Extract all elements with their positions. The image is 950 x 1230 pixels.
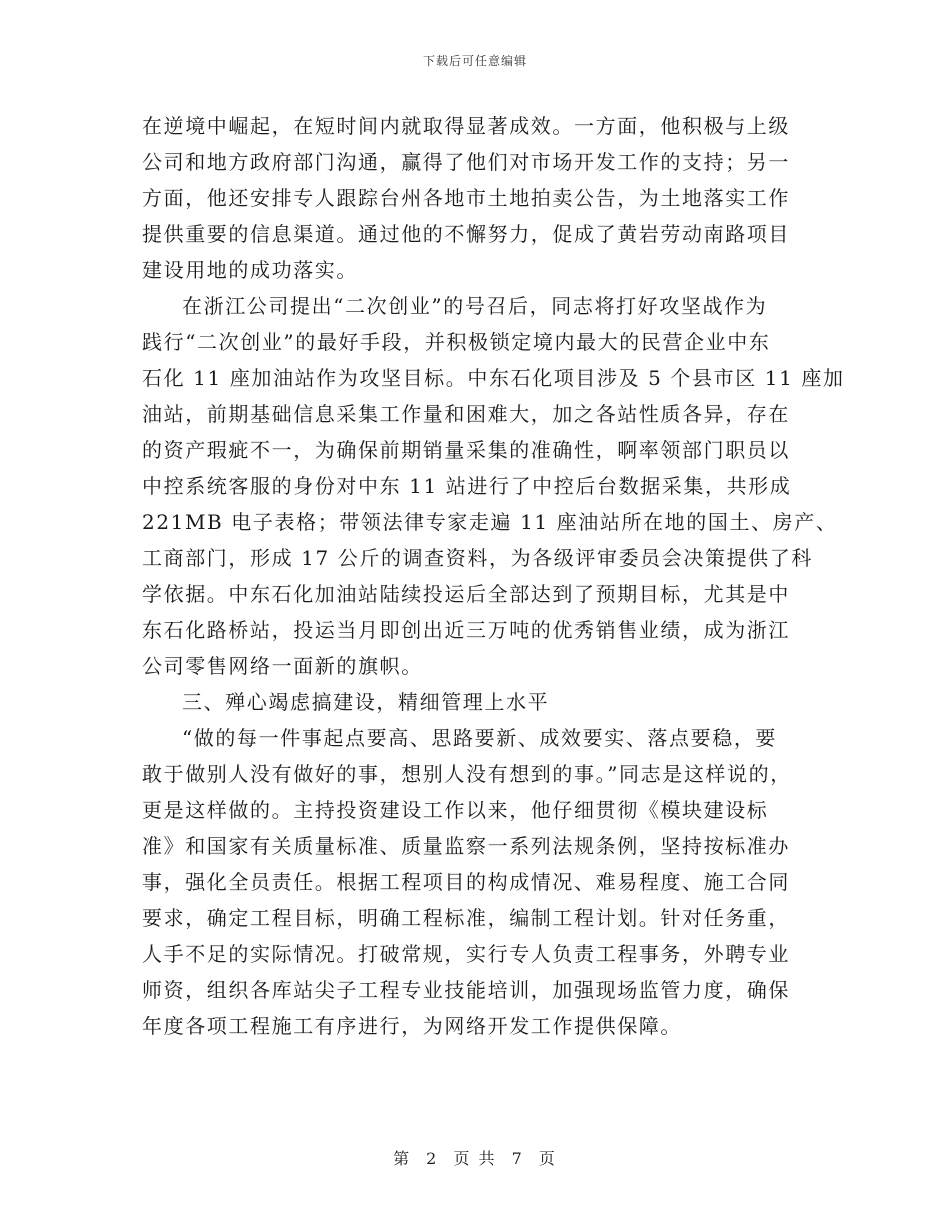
text-line: 东石化路桥站，投运当月即创出近三万吨的优秀销售业绩，成为浙江 xyxy=(142,618,790,642)
text-line: 敢于做别人没有做好的事，想别人没有想到的事。”同志是这样说的， xyxy=(142,762,792,786)
text-line: 方面，他还安排专人跟踪台州各地市土地拍卖公告，为土地落实工作 xyxy=(142,186,790,210)
text-line: 人手不足的实际情况。打破常规，实行专人负责工程事务，外聘专业 xyxy=(142,942,790,966)
text-line: 践行“二次创业”的最好手段，并积极锁定境内最大的民营企业中东 xyxy=(142,330,771,354)
page-footer xyxy=(0,1146,950,1169)
text-line: 要求，确定工程目标，明确工程标准，编制工程计划。针对任务重， xyxy=(142,906,790,930)
text-line: 三、殚心竭虑搞建设，精细管理上水平 xyxy=(182,690,550,714)
text-line: 中控系统客服的身份对中东 11 站进行了中控后台数据采集，共形成 xyxy=(142,474,792,498)
header-note: 下载后可任意编辑 xyxy=(422,54,527,68)
text-line: 事，强化全员责任。根据工程项目的构成情况、难易程度、施工合同 xyxy=(142,870,790,894)
text-line: 石化 11 座加油站作为攻坚目标。中东石化项目涉及 5 个县市区 11 座加 xyxy=(142,366,845,390)
text-line: 提供重要的信息渠道。通过他的不懈努力，促成了黄岩劳动南路项目 xyxy=(142,222,790,246)
text-line: 准》和国家有关质量标准、质量监察一系列法规条例，坚持按标准办 xyxy=(142,834,790,858)
text-line: 工商部门，形成 17 公斤的调查资料，为各级评审委员会决策提供了科 xyxy=(142,546,813,570)
footer-suffix: 页 xyxy=(538,1149,557,1168)
text-line: 学依据。中东石化加油站陆续投运后全部达到了预期目标，尤其是中 xyxy=(142,582,790,606)
text-line: “做的每一件事起点要高、思路要新、成效要实、落点要稳，要 xyxy=(182,726,778,750)
document-body xyxy=(142,108,845,1044)
total-page-count: 7 xyxy=(511,1149,524,1168)
text-line: 在浙江公司提出“二次创业”的号召后，同志将打好攻坚战作为 xyxy=(182,294,768,318)
text-line: 油站，前期基础信息采集工作量和困难大，加之各站性质各异，存在 xyxy=(142,402,790,426)
text-line: 建设用地的成功落实。 xyxy=(142,258,358,282)
text-line: 公司零售网络一面新的旗帜。 xyxy=(142,654,423,678)
current-page-number: 2 xyxy=(426,1149,439,1168)
text-line: 年度各项工程施工有序进行，为网络开发工作提供保障。 xyxy=(142,1014,682,1038)
text-line: 更是这样做的。主持投资建设工作以来，他仔细贯彻《模块建设标 xyxy=(142,798,769,822)
text-line: 公司和地方政府部门沟通，赢得了他们对市场开发工作的支持；另一 xyxy=(142,150,790,174)
text-line: 在逆境中崛起，在短时间内就取得显著成效。一方面，他积极与上级 xyxy=(142,114,790,138)
text-line: 221MB 电子表格；带领法律专家走遍 11 座油站所在地的国土、房产、 xyxy=(142,510,838,534)
text-line: 师资，组织各库站尖子工程专业技能培训，加强现场监管力度，确保 xyxy=(142,978,790,1002)
footer-middle: 页 共 xyxy=(453,1149,497,1168)
text-line: 的资产瑕疵不一，为确保前期销量采集的准确性，啊率领部门职员以 xyxy=(142,438,790,462)
footer-prefix: 第 xyxy=(393,1149,412,1168)
